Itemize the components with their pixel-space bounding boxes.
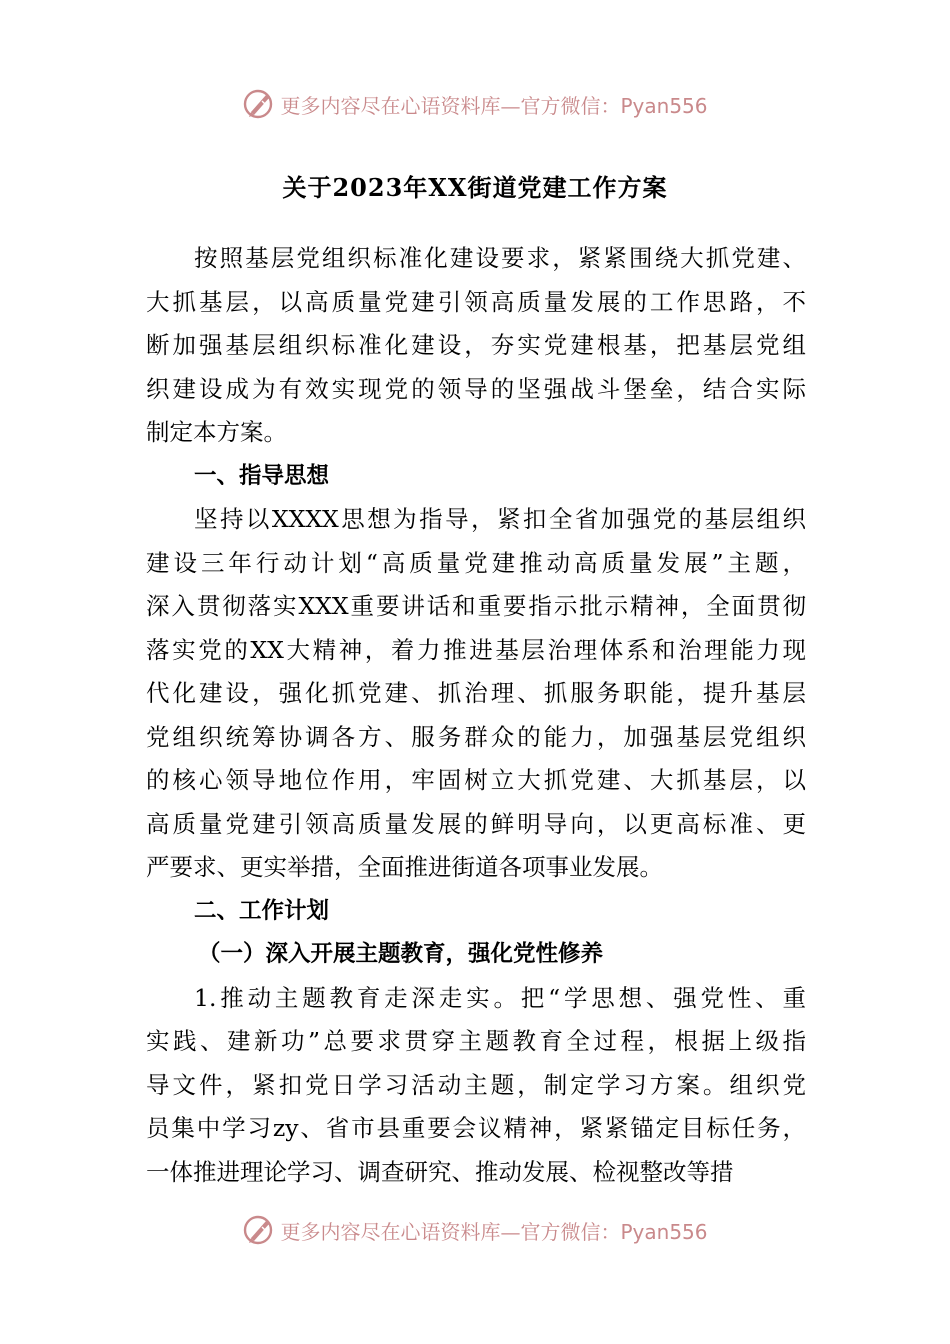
- paragraph-line: 大抓基层，以高质量党建引领高质量发展的工作思路，不: [146, 287, 806, 316]
- document-title: 关于2023年XX街道党建工作方案: [282, 173, 668, 202]
- paragraph-line: 高质量党建引领高质量发展的鲜明导向，以更高标准、更: [146, 809, 806, 838]
- paragraph-line: 员集中学习zy、省市县重要会议精神，紧紧锚定目标任务，: [146, 1114, 806, 1142]
- paragraph-line: 断加强基层组织标准化建设，夯实党建根基，把基层党组: [146, 331, 806, 359]
- paragraph-line: 实践、建新功”总要求贯穿主题教育全过程，根据上级指: [146, 1027, 806, 1055]
- watermark-banner-top: [0, 84, 950, 124]
- paragraph-line: 按照基层党组织标准化建设要求，紧紧围绕大抓党建、: [194, 244, 806, 272]
- paragraph-line: 落实党的XX大精神，着力推进基层治理体系和治理能力现: [146, 635, 806, 664]
- watermark-banner-bottom: [0, 1210, 950, 1250]
- paragraph-line: 一体推进理论学习、调查研究、推动发展、检视整改等措: [146, 1157, 734, 1186]
- paragraph-line: 的核心领导地位作用，牢固树立大抓党建、大抓基层，以: [146, 766, 806, 794]
- paragraph-line: 导文件，紧扣党日学习活动主题，制定学习方案。组织党: [146, 1070, 806, 1099]
- pen-logo-icon: [242, 1213, 276, 1247]
- paragraph-line: 深入贯彻落实XXX重要讲话和重要指示批示精神，全面贯彻: [146, 592, 806, 620]
- document-body: [146, 237, 806, 1194]
- paragraph-line: 坚持以XXXX思想为指导，紧扣全省加强党的基层组织: [194, 505, 806, 533]
- paragraph-line: 建设三年行动计划“高质量党建推动高质量发展”主题，: [146, 548, 806, 577]
- watermark-text: 更多内容尽在心语资料库—官方微信：Pyan556: [280, 93, 708, 118]
- section-heading: 二、工作计划: [194, 897, 330, 924]
- paragraph-line: 代化建设，强化抓党建、抓治理、抓服务职能，提升基层: [146, 679, 806, 707]
- pen-logo-icon: [242, 87, 276, 121]
- section-heading: （一）深入开展主题教育，强化党性修养: [198, 941, 604, 967]
- paragraph-line: 制定本方案。: [146, 418, 287, 446]
- paragraph-line: 织建设成为有效实现党的领导的坚强战斗堡垒，结合实际: [146, 374, 806, 403]
- watermark-text: 更多内容尽在心语资料库—官方微信：Pyan556: [280, 1219, 708, 1244]
- section-heading: 一、指导思想: [194, 462, 330, 489]
- paragraph-line: 严要求、更实举措，全面推进街道各项事业发展。: [146, 853, 663, 881]
- paragraph-line: 1.推动主题教育走深走实。把“学思想、强党性、重: [194, 983, 806, 1012]
- paragraph-line: 党组织统筹协调各方、服务群众的能力，加强基层党组织: [146, 722, 806, 751]
